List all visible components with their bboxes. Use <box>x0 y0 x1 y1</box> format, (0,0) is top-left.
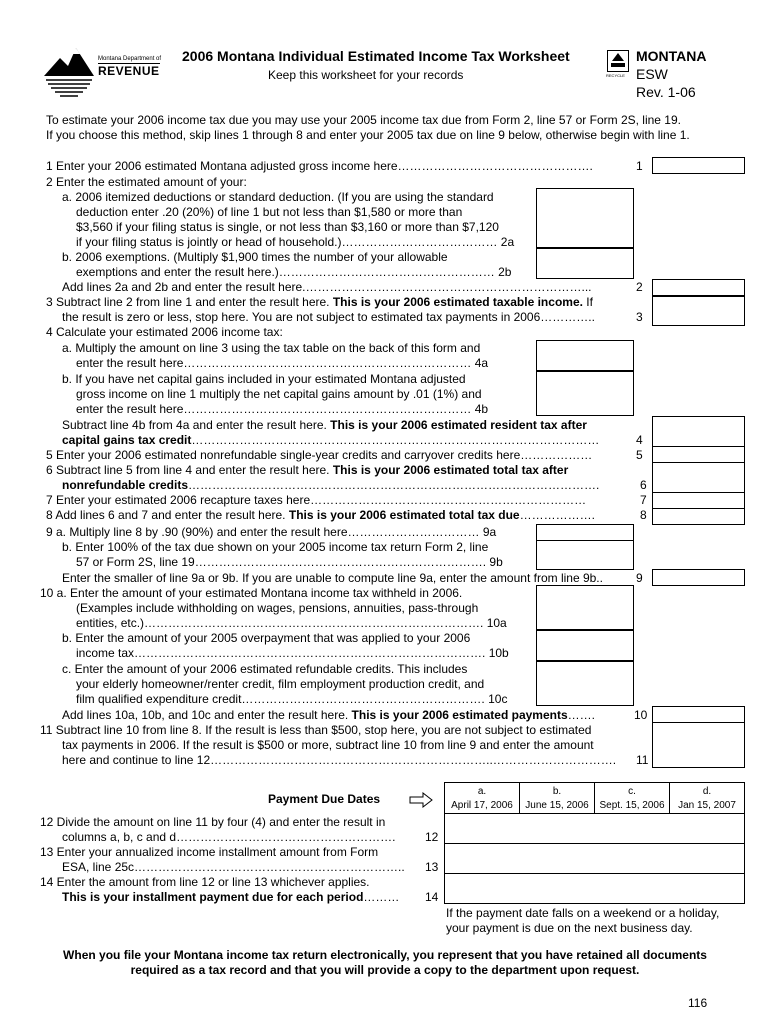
line-4-text: 4 Calculate your estimated 2006 income tax: <box>46 325 283 339</box>
line-2a-text-2: deduction enter .20 (20%) of line 1 but not less than $1,580 or more than <box>76 205 463 219</box>
line-4-number: 4 <box>636 433 643 447</box>
line-10-number: 10 <box>634 708 648 722</box>
line-12-text-1: 12 Divide the amount on line 11 by four (4) and enter the result in <box>40 815 386 829</box>
line-9b-text-1: b. Enter 100% of the tax due shown on your 2005 income tax return Form 2, line <box>62 540 489 554</box>
line-2b-text-1: b. 2006 exemptions. (Multiply $1,900 times the number of your allowable <box>62 250 448 264</box>
page-title: 2006 Montana Individual Estimated Income Tax Worksheet <box>182 48 570 64</box>
line-8-text <box>46 508 595 522</box>
line-3-text-a <box>46 295 593 309</box>
line-4b-field[interactable] <box>536 371 634 416</box>
payment-due-dates-label: Payment Due Dates <box>268 792 381 806</box>
line-3-number: 3 <box>636 310 643 324</box>
line-10b-text-1: b. Enter the amount of your 2005 overpayment that was applied to your 2006 <box>62 631 471 645</box>
line-10a-text-1: 10 a. Enter the amount of your estimated Montana income tax withheld in 2006. <box>40 586 463 600</box>
line-9a-text: 9 a. Multiply line 8 by .90 (90%) and enter the result here…………………………… 9a <box>46 525 497 539</box>
line-9a-field[interactable] <box>536 524 634 541</box>
line-6-text-b <box>62 478 599 492</box>
line-8-number: 8 <box>640 508 647 522</box>
line-5-text: 5 Enter your 2006 estimated nonrefundable single-year credits and carryover credits here……………… <box>46 448 593 462</box>
line-2-field[interactable] <box>652 279 745 296</box>
line-2a-field[interactable] <box>536 188 634 248</box>
line-2b-field[interactable] <box>536 248 634 279</box>
line-6-lead: 6 Subtract line 5 from line 4 and enter the result here. <box>46 463 330 477</box>
line-2-total-text: Add lines 2a and 2b and enter the result here.……………………………………………………………... <box>62 280 592 294</box>
line-9-number: 9 <box>636 571 643 585</box>
line-4a-text-2: enter the result here……………………………………………………………… 4a <box>76 356 489 370</box>
state-label: MONTANA <box>636 48 707 64</box>
line-12-text-2: columns a, b, c and d………………………………………………. <box>62 830 396 844</box>
line-11-number: 11 <box>636 753 649 767</box>
line-6-dots: …………………………………………………………………………………………. <box>188 478 600 492</box>
line-10-lead: Add lines 10a, 10b, and 10c and enter the result here. <box>62 708 349 722</box>
line-4a-text-1: a. Multiply the amount on line 3 using the tax table on the back of this form and <box>62 341 481 355</box>
line-4-total-emphasis: This is your 2006 estimated resident tax after <box>330 418 587 432</box>
line-10-emphasis: This is your 2006 estimated payments <box>351 708 568 722</box>
line-4-total-dots: ………………………………………………………………………………………… <box>191 433 600 447</box>
line-14-text-1: 14 Enter the amount from line 12 or line 13 whichever applies. <box>40 875 370 889</box>
line-11-text-2: tax payments in 2006. If the result is $500 or more, subtract line 10 from line 9 and enter the amount <box>62 738 594 752</box>
line-6-text-a <box>46 463 568 477</box>
line-9-field[interactable] <box>652 569 745 586</box>
line-1-text: 1 Enter your 2006 estimated Montana adjusted gross income here…………………………………………. <box>46 159 593 173</box>
line-3-tail: If <box>586 295 593 309</box>
logo-agency-big: REVENUE <box>98 64 160 78</box>
line-10-field[interactable] <box>652 706 745 723</box>
line-4b-text-1: b. If you have net capital gains included in your estimated Montana adjusted <box>62 372 466 386</box>
line-7-text: 7 Enter your estimated 2006 recapture taxes here…………………………………………………………… <box>46 493 587 507</box>
footer-notice-1: When you file your Montana income tax return electronically, you represent that you have retained all documents <box>63 948 707 962</box>
recycle-label: RECYCLE <box>606 73 625 78</box>
line-14-emphasis: This is your installment payment due for each period <box>62 890 364 904</box>
line-4-total-emphasis-2: capital gains tax credit <box>62 433 192 447</box>
line-11-text-3: here and continue to line 12……………………………………………………………..…………………………. <box>62 753 617 767</box>
line-13-number: 13 <box>425 860 439 874</box>
line-10a-text-3: entities, etc.)…………………………………………………………………………. 10a <box>76 616 507 630</box>
line-3-field[interactable] <box>652 296 745 326</box>
line-5-field[interactable] <box>652 446 745 463</box>
payment-col-b-letter: b. <box>552 786 562 797</box>
line-10c-text-2: your elderly homeowner/renter credit, film employment production credit, and <box>76 677 485 691</box>
line-14-number: 14 <box>425 890 439 904</box>
line-14-text-2 <box>62 890 399 904</box>
line-6-emphasis-2: nonrefundable credits <box>62 478 189 492</box>
payment-col-b-date: June 15, 2006 <box>525 800 589 811</box>
page-number: 116 <box>688 996 708 1010</box>
weekend-note-2: your payment is due on the next business day. <box>446 921 693 935</box>
form-code: ESW <box>636 66 668 82</box>
line-8-field[interactable] <box>652 508 745 525</box>
line-6-emphasis: This is your 2006 estimated total tax after <box>332 463 569 477</box>
revision: Rev. 1-06 <box>636 84 696 100</box>
line-2a-text-3: $3,560 if your filing status is single, or not less than $3,160 or more than $7,120 <box>76 220 499 234</box>
line-14-dots: ……… <box>363 890 400 904</box>
line-7-number: 7 <box>640 493 647 507</box>
line-4-total-text-1 <box>62 418 587 432</box>
line-2a-text-1: a. 2006 itemized deductions or standard deduction. (If you are using the standard <box>62 190 494 204</box>
line-10c-text-3: film qualified expenditure credit……………………………………………………. 10c <box>76 692 508 706</box>
line-6-number: 6 <box>640 478 647 492</box>
line-8-lead: 8 Add lines 6 and 7 and enter the result here. <box>46 508 286 522</box>
line-3-text-b: the result is zero or less, stop here. You are not subject to estimated tax payments in 2006………….. <box>62 310 595 324</box>
line-2b-text-2: exemptions and enter the result here.)……………………………………………… 2b <box>76 265 512 279</box>
line-10a-text-2: (Examples include withholding on wages, pensions, annuities, pass-through <box>76 601 479 615</box>
line-8-dots: ………………. <box>519 508 595 522</box>
line-14-row[interactable] <box>444 873 745 904</box>
footer-notice-2: required as a tax record and that you will provide a copy to the department upon request. <box>130 963 640 977</box>
line-4b-text-2: gross income on line 1 multiply the net capital gains amount by .01 (1%) and <box>76 387 482 401</box>
line-3-lead: 3 Subtract line 2 from line 1 and enter the result here. <box>46 295 330 309</box>
line-8-emphasis: This is your 2006 estimated total tax due <box>288 508 520 522</box>
line-2-text: 2 Enter the estimated amount of your: <box>46 175 247 189</box>
right-arrow-icon <box>409 792 433 808</box>
line-4-total-lead: Subtract line 4b from 4a and enter the result here. <box>62 418 327 432</box>
line-11-field[interactable] <box>652 722 745 768</box>
line-13-row[interactable] <box>444 843 745 874</box>
payment-col-a-letter: a. <box>477 786 487 797</box>
line-10c-field[interactable] <box>536 661 634 706</box>
line-10b-text-2: income tax……………………………………………………………………………. 10b <box>76 646 509 660</box>
line-2-number: 2 <box>636 280 643 294</box>
line-10-text <box>62 708 595 722</box>
line-9b-text-2: 57 or Form 2S, line 19………………………………………………………………. 9b <box>76 555 503 569</box>
line-10-dots: ……. <box>567 708 595 722</box>
line-10a-field[interactable] <box>536 585 634 630</box>
payment-col-d-date: Jan 15, 2007 <box>678 800 736 811</box>
payment-col-a-date: April 17, 2006 <box>451 800 513 811</box>
line-7-field[interactable] <box>652 492 745 509</box>
line-10b-field[interactable] <box>536 630 634 661</box>
line-13-text-2: ESA, line 25c………………………………………………………….. <box>62 860 405 874</box>
payment-col-d-letter: d. <box>702 786 712 797</box>
logo-agency-small: Montana Department of <box>98 56 162 62</box>
intro-line-1: To estimate your 2006 income tax due you may use your 2005 income tax due from Form 2, line 57 or Form 2S, line 19. <box>46 113 681 127</box>
line-13-text-1: 13 Enter your annualized income installment amount from Form <box>40 845 379 859</box>
line-10c-text-1: c. Enter the amount of your 2006 estimated refundable credits. This includes <box>62 662 468 676</box>
line-3-emphasis: This is your 2006 estimated taxable income. <box>332 295 583 309</box>
line-9-text: Enter the smaller of line 9a or 9b. If you are unable to compute line 9a, enter the amount from line 9b.. <box>62 571 603 585</box>
line-4a-field[interactable] <box>536 340 634 371</box>
line-4b-text-3: enter the result here……………………………………………………………… 4b <box>76 402 489 416</box>
line-1-field[interactable] <box>652 157 745 174</box>
page-subtitle: Keep this worksheet for your records <box>268 68 464 82</box>
line-4-field[interactable] <box>652 416 745 447</box>
intro-line-2: If you choose this method, skip lines 1 through 8 and enter your 2005 tax due on line 9 below, otherwise begin with line 1. <box>46 128 690 142</box>
line-9b-field[interactable] <box>536 540 634 570</box>
line-2a-text-4: if your filing status is jointly or head of household.)………………………………… 2a <box>76 235 515 249</box>
recycle-icon <box>607 50 629 72</box>
payment-col-c-letter: c. <box>628 786 636 797</box>
line-4-total-text-2 <box>62 433 599 447</box>
line-11-text-1: 11 Subtract line 10 from line 8. If the result is less than $500, stop here, you are not subject to estimated <box>40 723 592 737</box>
line-12-number: 12 <box>425 830 439 844</box>
line-6-field[interactable] <box>652 462 745 493</box>
line-12-row[interactable] <box>444 813 745 844</box>
line-5-number: 5 <box>636 448 643 462</box>
weekend-note-1: If the payment date falls on a weekend or a holiday, <box>446 906 720 920</box>
payment-col-c-date: Sept. 15, 2006 <box>599 800 665 811</box>
line-1-number: 1 <box>636 159 643 173</box>
